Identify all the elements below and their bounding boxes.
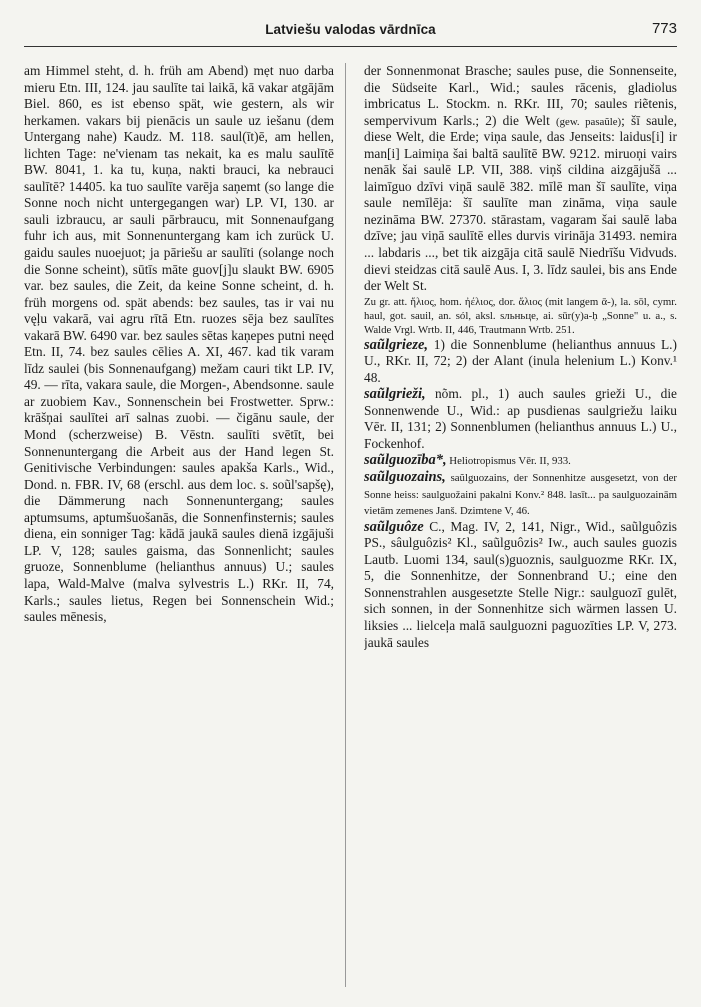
entry-text: ; šī saule, diese Welt, die Erde; viņa saule, das Jenseits: laidus[i] ir man[i] Laimiņa šai baltā saulītē BW. 9212. miruoņi vairs nenāk šai saulē LP. VII, 388. viņš cildina aizgājušā ... laimīguo dzīvi viņā saulē 382. mīlē man šī saulīte, viņa saule nemīlēja: šī saulīte man zināma, viņa saule nezināma BW. 27370. stārastam, vagaram šai saulē laba dzīve; jau viņā saulītē elles durvis virināja 31493. nemira ... labdaris ..., bet tik aizgāja citā saulē Niedrīšu Vidvuds. dievi steidzas citā saulē Aus. I, 3. līdz saulei, bis ans Ende der Welt St. — [364, 112, 677, 294]
entry-body: C., Mag. IV, 2, 141, Nigr., Wid., saũlguôzis PS., sâulguôzis² Kl., saũlguôzis² Iw., auch saules guozis Lautb. Luomi 134, saul(s)guoznis, saulguozme RKr. IX, 5, die Sonnenhitze, der Sonnenbrand U.; eine den Sonnenstrahlen ausgesetzte Stelle Nigr.: saulguozī gulēt, sich sonnen, in der Sonnenhitze sich wärmen lassen U. liksies ... lielceļa malā saulguozni paguozīties LP. V, 273. jaukā saules — [364, 518, 677, 650]
running-title: Latviešu valodas vārdnīca — [265, 22, 436, 37]
headword: saũlgrieze, — [364, 336, 429, 353]
dictionary-entry — [364, 519, 677, 651]
headword: saũlguôze — [364, 518, 424, 535]
page-header — [24, 22, 677, 46]
headword: saũlguozība*, — [364, 452, 447, 469]
left-column — [24, 63, 334, 993]
usage-note: (gew. pasaũle) — [556, 115, 622, 128]
column-divider — [345, 63, 346, 987]
entry-text: der Sonnenmonat Brasche; saules puse, die Sonnenseite, die Südseite Karl., Wid.; saules rācenis, gladiolus imbricatus L. Stockm. n. RKr. III, 70; saules riẽtenis, sempervivum Karls.; 2) die Welt — [364, 63, 677, 128]
entry-continuation — [364, 63, 677, 295]
header-rule — [24, 46, 677, 47]
entry-body: nõm. pl., 1) auch saules grieži U., die Sonnenwende U., Wid.: ap pusdienas saulgriežu laiku Vēr. II, 131; 2) Sonnenblumen (helianthus annuus L.) U., Fockenhof. — [364, 386, 677, 451]
entry-body: saũlguozains, der Sonnenhitze ausgesetzt, von der Sonne heiss: saulguožaini pakalni Konv.² 848. lasīt... pa saulguozainām vietām zemenes Janš. Dzimtene V, 46. — [364, 472, 677, 518]
dictionary-entry — [364, 452, 677, 469]
headword: saũlgrieži, — [364, 386, 426, 403]
entry-body: Heliotropismus Vēr. II, 933. — [446, 455, 571, 468]
dictionary-entry — [364, 337, 677, 387]
entry-body: 1) die Sonnenblume (helianthus annuus L.) U., RKr. II, 72; 2) der Alant (inula helenium L.) Konv.¹ 48. — [364, 336, 677, 385]
right-column — [364, 63, 677, 993]
headword: saũlguozains, — [364, 469, 446, 486]
entry-continuation: am Himmel steht, d. h. früh am Abend) mẹt nuo darba mieru Etn. III, 124. jau saulīte tai laikā, kā vakar atgājām Biel. 860, es ist ebenso spät, wie gestern, als wir herkamen. vakars bij pienācis un saule uz iešanu (dem Untergang nahe) Kaudz. M. 118. saul(īt)ē, am hellen, lichten Tage: ne'vienam tas nekait, ka es malu saulītē BW. 8041, 1. ka tu, kuņa, nakti brauci, ka nebrauci saulītē? 14405. ka tuo saulīte varēja saņemt (so lange die Sonne noch nicht untergegangen war) LP. VI, 130. ar sauli izbraucu, ar sauli pārbraucu, mit Sonnenaufgang fuhr ich aus, mit Sonnenuntergang kam ich zurück U. gaidu saules nuoejuot; ja pāriešu ar saulīti (solange noch die Sonne scheint), sūtīs māte guov[j]u slaukt BW. 6905 var. bez saules, die Zeit, da keine Sonne scheint, d. h. früh morgens od. spät abends: bez saules, tas ir vai nu vęļu vakarā, vai agru rītā Etn. ruozes sēja bez saulītes vakarā BW. 6490 var. bez saules sētas kaņepes putni neęd Etn. II, 74. bez saules cēlies A. XI, 467. kad tik varam līdz saulei (bis Sonnenaufgang) mežam cauri tikt LP. IV, 49. — rīta, vakara saule, die Morgen-, Abendsonne. saule ar zuobiem Kav., Sonnenschein bei Frostwetter. Sprw.: krāšņai saulītei arī salnas zuobi. — čigānu saule, der Mond (scherzweise) B. Vēstn. saulīti svētīt, bei Sonnenuntergang die Arbeit aus der Hand legen St. Genitivische Verbindungen: saules apakša Karls., Wid., Dond. n. FBR. IV, 68 (erschl. aus dem loc. s. soũl'sapšę), die Dämmerung nach Sonnenuntergang; saules aptumsums, aptumšuošanās, die Sonnenfinsternis; saules diena, ein sonniger Tag: kādā jaukā saules dienā izgājuši LP. V, 128; saules gaisma, das Sonnenlicht; saules gruoze, Sonnenblume (helianthus annuus) U.; saules lapa, Wald-Malve (malva sylvestris L.) RKr. II, 74, Karls.; saules lietus, Regen bei Sonnenschein Wid.; saules mēnesis, — [24, 63, 334, 625]
dictionary-entry — [364, 386, 677, 452]
page-number: 773 — [651, 20, 677, 37]
dictionary-entry — [364, 469, 677, 519]
etymology-note: Zu gr. att. ἥλιος, hom. ἠέλιος, dor. ἅλιος (mit langem ᾱ-), la. sōl, cymr. haul, got. sauil, an. sól, aksl. sльньце, ai. sūr(y)a-ḥ „Sonne" u. a., s. Walde Vrgl. Wrtb. II, 446, Trautmann Wrtb. 251. — [364, 295, 677, 336]
